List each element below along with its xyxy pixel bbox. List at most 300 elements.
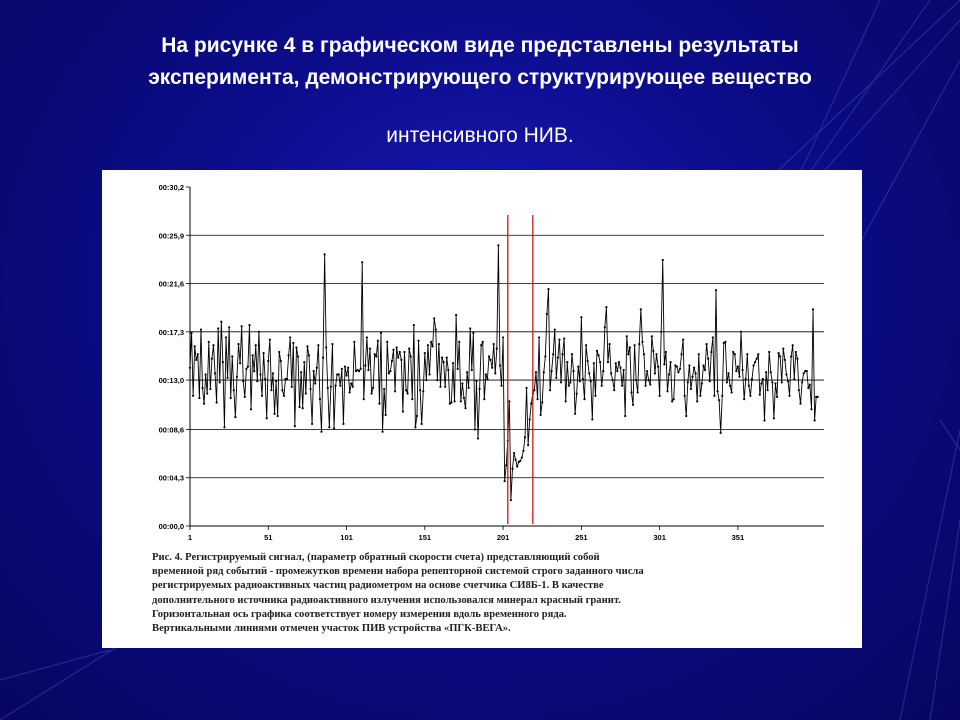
data-point-59 bbox=[280, 360, 282, 362]
data-point-357 bbox=[746, 353, 748, 355]
data-point-172 bbox=[457, 368, 459, 370]
data-point-40 bbox=[250, 408, 252, 410]
data-point-347 bbox=[731, 391, 733, 393]
data-point-51 bbox=[267, 360, 269, 362]
data-point-212 bbox=[519, 460, 521, 462]
data-point-256 bbox=[588, 372, 590, 374]
data-point-191 bbox=[486, 378, 488, 380]
data-point-109 bbox=[358, 370, 360, 372]
data-point-57 bbox=[277, 415, 279, 417]
caption-line-4: дополнительного источника радиоактивного излучения использовался минерал красный гранит. bbox=[152, 594, 621, 606]
data-point-137 bbox=[402, 410, 404, 412]
data-point-189 bbox=[483, 398, 485, 400]
data-point-317 bbox=[684, 395, 686, 397]
data-point-188 bbox=[482, 341, 484, 343]
data-point-156 bbox=[432, 345, 434, 347]
data-point-280 bbox=[626, 335, 628, 337]
data-point-72 bbox=[300, 371, 302, 373]
data-point-245 bbox=[571, 353, 573, 355]
data-point-299 bbox=[655, 353, 657, 355]
data-point-332 bbox=[707, 358, 709, 360]
data-point-171 bbox=[455, 314, 457, 316]
data-point-68 bbox=[294, 425, 296, 427]
data-point-219 bbox=[530, 403, 532, 405]
data-point-162 bbox=[441, 357, 443, 359]
data-point-276 bbox=[619, 367, 621, 369]
data-point-101 bbox=[345, 374, 347, 376]
data-point-318 bbox=[685, 415, 687, 417]
data-point-334 bbox=[710, 351, 712, 353]
data-point-260 bbox=[594, 395, 596, 397]
data-point-187 bbox=[480, 344, 482, 346]
data-point-9 bbox=[201, 387, 203, 389]
data-point-341 bbox=[721, 395, 723, 397]
data-point-395 bbox=[806, 370, 808, 372]
data-point-128 bbox=[388, 372, 390, 374]
data-point-329 bbox=[702, 364, 704, 366]
data-point-7 bbox=[198, 397, 200, 399]
data-point-248 bbox=[576, 392, 578, 394]
data-point-258 bbox=[591, 418, 593, 420]
data-point-29 bbox=[233, 389, 235, 391]
data-point-54 bbox=[272, 372, 274, 374]
data-point-28 bbox=[231, 355, 233, 357]
data-point-310 bbox=[673, 398, 675, 400]
data-point-177 bbox=[464, 407, 466, 409]
data-point-331 bbox=[705, 343, 707, 345]
data-point-300 bbox=[657, 366, 659, 368]
data-point-135 bbox=[399, 351, 401, 353]
data-point-179 bbox=[468, 387, 470, 389]
data-point-159 bbox=[436, 379, 438, 381]
data-point-153 bbox=[427, 344, 429, 346]
data-point-120 bbox=[375, 355, 377, 357]
data-point-158 bbox=[435, 328, 437, 330]
data-point-70 bbox=[297, 355, 299, 357]
data-point-315 bbox=[680, 353, 682, 355]
data-point-287 bbox=[637, 391, 639, 393]
data-point-246 bbox=[572, 370, 574, 372]
data-point-376 bbox=[776, 396, 778, 398]
data-point-44 bbox=[256, 380, 258, 382]
data-point-66 bbox=[291, 386, 293, 388]
data-point-112 bbox=[363, 398, 365, 400]
data-point-209 bbox=[515, 459, 517, 461]
data-point-194 bbox=[491, 367, 493, 369]
x-tick-label-3: 151 bbox=[418, 533, 432, 542]
data-point-265 bbox=[602, 370, 604, 372]
data-point-254 bbox=[585, 344, 587, 346]
caption-line-2: временной ряд событий - промежутков времени набора репепторной системой строго заданного числа bbox=[152, 566, 644, 578]
data-point-387 bbox=[793, 378, 795, 380]
data-point-91 bbox=[330, 386, 332, 388]
y-tick-label-2: 00:08,6 bbox=[158, 425, 184, 435]
data-point-81 bbox=[314, 382, 316, 384]
data-point-371 bbox=[768, 351, 770, 353]
data-point-320 bbox=[688, 364, 690, 366]
data-point-384 bbox=[788, 395, 790, 397]
data-point-203 bbox=[505, 464, 507, 466]
data-point-131 bbox=[392, 349, 394, 351]
data-point-238 bbox=[560, 381, 562, 383]
data-point-390 bbox=[798, 389, 800, 391]
data-point-378 bbox=[779, 355, 781, 357]
data-point-30 bbox=[234, 416, 236, 418]
data-point-386 bbox=[792, 344, 794, 346]
data-point-241 bbox=[565, 400, 567, 402]
x-tick-label-4: 201 bbox=[496, 533, 510, 542]
data-point-291 bbox=[643, 353, 645, 355]
data-point-61 bbox=[283, 395, 285, 397]
data-point-24 bbox=[225, 336, 227, 338]
data-point-252 bbox=[582, 378, 584, 380]
data-point-136 bbox=[400, 359, 402, 361]
data-point-94 bbox=[334, 385, 336, 387]
data-point-226 bbox=[541, 401, 543, 403]
data-point-56 bbox=[275, 380, 277, 382]
data-point-150 bbox=[422, 390, 424, 392]
data-point-6 bbox=[197, 353, 199, 355]
data-point-337 bbox=[715, 289, 717, 291]
data-point-176 bbox=[463, 397, 465, 399]
data-point-348 bbox=[732, 351, 734, 353]
data-point-20 bbox=[219, 381, 221, 383]
data-point-190 bbox=[485, 373, 487, 375]
data-point-380 bbox=[782, 348, 784, 350]
data-point-356 bbox=[745, 378, 747, 380]
data-point-350 bbox=[735, 370, 737, 372]
data-point-122 bbox=[378, 403, 380, 405]
data-point-117 bbox=[370, 392, 372, 394]
data-point-200 bbox=[500, 385, 502, 387]
data-point-93 bbox=[333, 427, 335, 429]
data-point-324 bbox=[695, 372, 697, 374]
x-tick-label-6: 301 bbox=[653, 533, 666, 542]
data-point-25 bbox=[226, 377, 228, 379]
data-point-206 bbox=[510, 499, 512, 501]
data-point-293 bbox=[646, 370, 648, 372]
data-point-292 bbox=[644, 385, 646, 387]
data-point-288 bbox=[638, 343, 640, 345]
data-point-233 bbox=[552, 353, 554, 355]
data-point-273 bbox=[615, 362, 617, 364]
data-point-370 bbox=[767, 389, 769, 391]
data-point-290 bbox=[641, 341, 643, 343]
data-point-269 bbox=[608, 343, 610, 345]
data-point-243 bbox=[568, 385, 570, 387]
y-tick-label-3: 00:13,0 bbox=[158, 376, 184, 386]
data-point-119 bbox=[374, 353, 376, 355]
data-point-249 bbox=[577, 366, 579, 368]
data-point-375 bbox=[774, 382, 776, 384]
x-tick-label-5: 251 bbox=[575, 533, 588, 542]
data-point-304 bbox=[663, 363, 665, 365]
data-point-267 bbox=[605, 306, 607, 308]
data-point-42 bbox=[253, 370, 255, 372]
data-point-33 bbox=[239, 362, 241, 364]
data-point-43 bbox=[255, 344, 257, 346]
data-point-216 bbox=[525, 387, 527, 389]
data-point-285 bbox=[633, 344, 635, 346]
data-point-110 bbox=[360, 368, 362, 370]
data-point-27 bbox=[230, 397, 232, 399]
data-point-13 bbox=[208, 341, 210, 343]
data-point-160 bbox=[438, 343, 440, 345]
data-point-83 bbox=[317, 344, 319, 346]
data-point-374 bbox=[773, 417, 775, 419]
data-point-362 bbox=[754, 361, 756, 363]
data-point-63 bbox=[286, 378, 288, 380]
data-point-323 bbox=[693, 367, 695, 369]
data-point-289 bbox=[640, 308, 642, 310]
data-point-278 bbox=[623, 369, 625, 371]
y-tick-label-0: 00:00,0 bbox=[158, 522, 184, 531]
data-point-253 bbox=[583, 398, 585, 400]
data-point-78 bbox=[309, 388, 311, 390]
data-point-346 bbox=[729, 385, 731, 387]
data-point-149 bbox=[421, 423, 423, 425]
data-point-306 bbox=[666, 390, 668, 392]
x-tick-label-0: 1 bbox=[187, 533, 193, 542]
data-point-268 bbox=[607, 361, 609, 363]
data-point-361 bbox=[752, 364, 754, 366]
data-point-183 bbox=[474, 428, 476, 430]
data-point-309 bbox=[671, 400, 673, 402]
data-point-360 bbox=[751, 378, 753, 380]
data-point-10 bbox=[203, 403, 205, 405]
data-point-251 bbox=[580, 316, 582, 318]
data-point-82 bbox=[316, 367, 318, 369]
data-point-298 bbox=[654, 372, 656, 374]
data-point-85 bbox=[320, 431, 322, 433]
x-tick-label-2: 101 bbox=[340, 533, 353, 542]
data-point-65 bbox=[289, 336, 291, 338]
data-point-286 bbox=[635, 379, 637, 381]
data-point-397 bbox=[809, 383, 811, 385]
data-point-230 bbox=[547, 288, 549, 290]
data-point-302 bbox=[660, 331, 662, 333]
data-point-126 bbox=[385, 414, 387, 416]
data-point-274 bbox=[616, 370, 618, 372]
data-point-196 bbox=[494, 372, 496, 374]
data-point-41 bbox=[252, 354, 254, 356]
data-point-89 bbox=[327, 387, 329, 389]
data-point-295 bbox=[649, 383, 651, 385]
data-point-391 bbox=[799, 403, 801, 405]
data-point-114 bbox=[366, 336, 368, 338]
data-point-237 bbox=[558, 339, 560, 341]
data-point-364 bbox=[757, 353, 759, 355]
y-tick-label-5: 00:21,6 bbox=[158, 279, 184, 289]
data-point-17 bbox=[214, 372, 216, 374]
data-point-19 bbox=[217, 327, 219, 329]
data-point-325 bbox=[696, 400, 698, 402]
data-point-385 bbox=[790, 355, 792, 357]
data-point-26 bbox=[228, 326, 230, 328]
data-point-31 bbox=[236, 376, 238, 378]
data-point-363 bbox=[756, 358, 758, 360]
data-point-103 bbox=[349, 391, 351, 393]
data-point-205 bbox=[508, 400, 510, 402]
data-point-272 bbox=[613, 389, 615, 391]
data-point-74 bbox=[303, 361, 305, 363]
data-point-319 bbox=[687, 381, 689, 383]
data-point-201 bbox=[502, 336, 504, 338]
data-point-69 bbox=[295, 346, 297, 348]
data-point-213 bbox=[521, 456, 523, 458]
data-point-186 bbox=[479, 388, 481, 390]
data-point-354 bbox=[742, 369, 744, 371]
data-point-240 bbox=[563, 337, 565, 339]
data-point-392 bbox=[801, 381, 803, 383]
data-point-366 bbox=[760, 382, 762, 384]
data-point-157 bbox=[433, 317, 435, 319]
data-point-255 bbox=[587, 360, 589, 362]
data-point-155 bbox=[430, 341, 432, 343]
data-point-60 bbox=[281, 389, 283, 391]
slide-title bbox=[40, 30, 920, 94]
data-point-379 bbox=[781, 381, 783, 383]
data-point-97 bbox=[339, 385, 341, 387]
data-point-195 bbox=[493, 343, 495, 345]
data-point-53 bbox=[270, 389, 272, 391]
data-point-170 bbox=[453, 400, 455, 402]
data-point-76 bbox=[306, 345, 308, 347]
data-point-279 bbox=[624, 415, 626, 417]
data-point-373 bbox=[771, 381, 773, 383]
data-point-111 bbox=[361, 261, 363, 263]
data-point-365 bbox=[759, 394, 761, 396]
data-point-250 bbox=[579, 380, 581, 382]
data-point-169 bbox=[452, 362, 454, 364]
data-point-207 bbox=[511, 468, 513, 470]
data-point-345 bbox=[727, 372, 729, 374]
data-point-152 bbox=[425, 379, 427, 381]
data-point-1 bbox=[189, 367, 191, 369]
data-point-36 bbox=[244, 396, 246, 398]
data-point-349 bbox=[734, 353, 736, 355]
data-point-208 bbox=[513, 452, 515, 454]
data-point-22 bbox=[222, 361, 224, 363]
data-point-326 bbox=[698, 353, 700, 355]
data-point-244 bbox=[569, 381, 571, 383]
data-point-48 bbox=[262, 352, 264, 354]
data-point-125 bbox=[383, 388, 385, 390]
data-point-398 bbox=[810, 408, 812, 410]
data-point-307 bbox=[668, 373, 670, 375]
caption-line-3: регистрируемых радиоактивных частиц радиометром на основе счетчика СИ8Б-1. В качестве bbox=[152, 580, 604, 592]
data-point-18 bbox=[216, 401, 218, 403]
data-point-32 bbox=[237, 343, 239, 345]
data-point-297 bbox=[652, 350, 654, 352]
data-point-4 bbox=[194, 345, 196, 347]
data-point-173 bbox=[458, 341, 460, 343]
data-point-396 bbox=[807, 387, 809, 389]
data-point-116 bbox=[369, 348, 371, 350]
data-point-257 bbox=[590, 380, 592, 382]
data-point-359 bbox=[749, 395, 751, 397]
data-point-322 bbox=[691, 376, 693, 378]
data-point-262 bbox=[597, 354, 599, 356]
data-point-16 bbox=[212, 344, 214, 346]
data-point-164 bbox=[444, 386, 446, 388]
data-point-3 bbox=[192, 395, 194, 397]
data-point-151 bbox=[424, 352, 426, 354]
data-point-182 bbox=[472, 332, 474, 334]
data-point-123 bbox=[380, 332, 382, 334]
data-point-127 bbox=[386, 341, 388, 343]
data-point-37 bbox=[245, 368, 247, 370]
data-point-351 bbox=[737, 366, 739, 368]
data-point-113 bbox=[364, 364, 366, 366]
data-point-39 bbox=[248, 324, 250, 326]
data-point-223 bbox=[536, 398, 538, 400]
data-point-192 bbox=[488, 355, 490, 357]
data-point-225 bbox=[540, 414, 542, 416]
data-point-49 bbox=[264, 378, 266, 380]
data-point-146 bbox=[416, 415, 418, 417]
data-point-141 bbox=[408, 348, 410, 350]
data-point-368 bbox=[763, 419, 765, 421]
data-point-321 bbox=[690, 388, 692, 390]
data-point-55 bbox=[273, 413, 275, 415]
data-point-184 bbox=[475, 380, 477, 382]
data-point-105 bbox=[352, 386, 354, 388]
data-point-218 bbox=[529, 418, 531, 420]
signal-chart bbox=[102, 170, 862, 550]
data-point-228 bbox=[544, 355, 546, 357]
data-point-34 bbox=[241, 325, 243, 327]
data-point-316 bbox=[682, 339, 684, 341]
data-point-235 bbox=[555, 377, 557, 379]
data-point-333 bbox=[709, 380, 711, 382]
data-point-224 bbox=[538, 336, 540, 338]
data-point-147 bbox=[417, 340, 419, 342]
data-point-314 bbox=[679, 368, 681, 370]
data-point-215 bbox=[524, 436, 526, 438]
data-point-303 bbox=[662, 259, 664, 261]
data-point-100 bbox=[344, 366, 346, 368]
data-point-161 bbox=[439, 386, 441, 388]
data-point-8 bbox=[200, 328, 202, 330]
data-point-181 bbox=[471, 369, 473, 371]
data-point-232 bbox=[551, 370, 553, 372]
slide-title-line-3: интенсивного НИВ. bbox=[386, 124, 574, 147]
data-point-335 bbox=[712, 336, 714, 338]
data-point-236 bbox=[557, 357, 559, 359]
data-point-239 bbox=[561, 353, 563, 355]
data-point-71 bbox=[298, 406, 300, 408]
data-point-99 bbox=[342, 423, 344, 425]
data-point-168 bbox=[450, 401, 452, 403]
data-point-343 bbox=[724, 341, 726, 343]
data-point-129 bbox=[389, 370, 391, 372]
data-point-124 bbox=[381, 431, 383, 433]
data-point-199 bbox=[499, 364, 501, 366]
data-point-174 bbox=[460, 400, 462, 402]
data-point-138 bbox=[403, 351, 405, 353]
figure-panel bbox=[102, 170, 862, 648]
figure-caption bbox=[152, 551, 852, 636]
data-point-327 bbox=[699, 395, 701, 397]
data-point-115 bbox=[367, 369, 369, 371]
data-point-198 bbox=[497, 244, 499, 246]
data-point-283 bbox=[630, 391, 632, 393]
data-point-353 bbox=[740, 331, 742, 333]
data-point-352 bbox=[738, 376, 740, 378]
data-point-134 bbox=[397, 357, 399, 359]
data-point-330 bbox=[704, 369, 706, 371]
